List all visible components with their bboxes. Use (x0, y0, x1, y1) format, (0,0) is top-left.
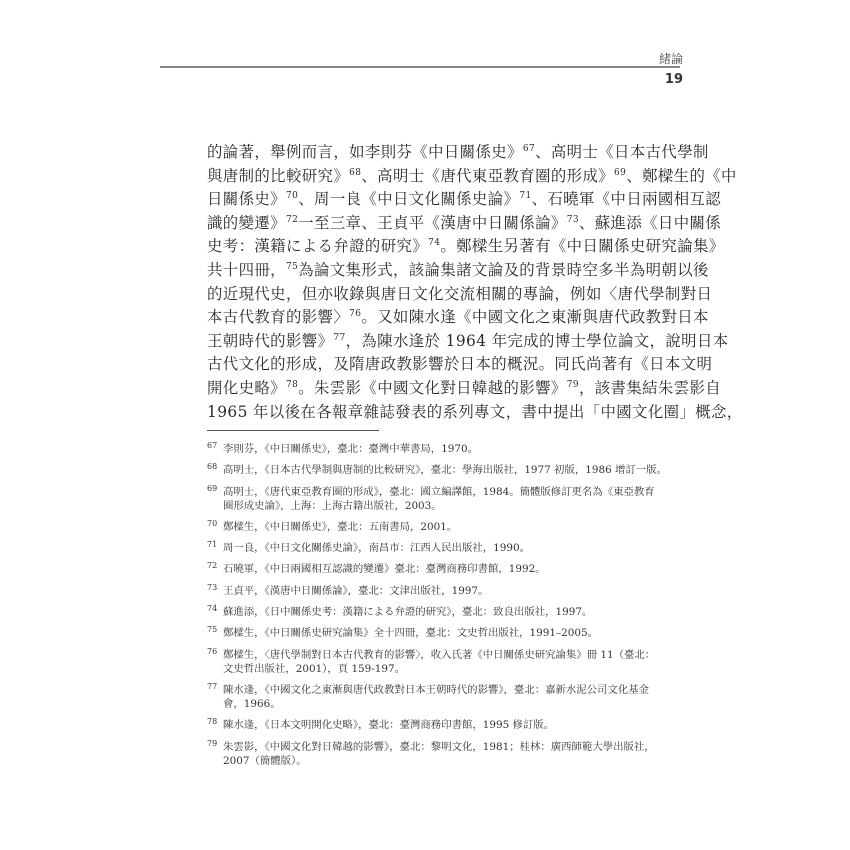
text: 、蘇進添《日中關係 (578, 213, 722, 232)
text: 的近現代史，但亦收錄與唐日文化交流相關的專論，例如〈唐代學制對日 (207, 284, 713, 303)
footnote-75 (207, 626, 691, 640)
footnote-71 (207, 541, 691, 555)
footnote-number: 75 (207, 625, 218, 635)
footnote-ref[interactable]: 70 (285, 191, 299, 202)
footnote-68 (207, 463, 691, 477)
text: ，該書集結朱雲影自 (578, 378, 722, 397)
body-line (207, 212, 722, 236)
footnote-number: 72 (207, 561, 218, 571)
footnote-text: 鄭樑生，〈唐代學制對日本古代教育的影響〉，收入氏著《中日關係史研究論集》冊 11（臺北： (223, 648, 656, 661)
body-line (207, 401, 743, 425)
footnote-text: 陳水逢，《日本文明開化史略》，臺北：臺灣商務印書館，1995 修訂版。 (223, 719, 555, 732)
text: 本古代教育的影響〉 (207, 308, 350, 327)
text: 一至三章、王貞平《漢唐中日關係論》 (298, 213, 567, 232)
body-line (207, 259, 709, 283)
text: 與唐制的比較研究》 (207, 166, 350, 185)
text: 日關係史》 (207, 190, 286, 209)
footnote-69 (207, 485, 691, 513)
footnote-ref[interactable]: 76 (349, 309, 362, 320)
footnote-text: 鄭樑生，《中日關係史研究論集》全十四冊，臺北：文史哲出版社，1991–2005。 (223, 627, 598, 640)
footnotes (207, 442, 691, 775)
text: 。鄭樑生另著有《中日關係史研究論集》 (440, 237, 725, 256)
footnote-ref[interactable]: 72 (285, 214, 299, 225)
running-header-title: 緒論 (658, 52, 683, 66)
text: 古代文化的形成，及隋唐政教影響於日本的概況。同氏尚著有《日本文明 (207, 355, 713, 374)
footnote-ref[interactable]: 67 (522, 144, 536, 154)
footnote-text: 陳水逢，《中國文化之東漸與唐代政教對日本王朝時代的影響》，臺北：嘉新水泥公司文化基金 (223, 683, 650, 696)
footnote-number: 69 (207, 483, 218, 493)
page-number: 19 (664, 72, 683, 87)
body-line (207, 330, 729, 354)
text: 史考：漢籍による弁證的研究》 (207, 237, 429, 256)
footnote-ref[interactable]: 75 (285, 261, 299, 272)
footnote-number: 79 (207, 738, 218, 748)
text: 、高明士《日本古代學制 (535, 143, 709, 161)
footnote-text-cont: 圈形成史論》，上海：上海古籍出版社，2003。 (223, 499, 442, 512)
footnote-text: 周一良，《中日文化關係史論》，南昌市：江西人民出版社，1990。 (223, 542, 530, 555)
body-line (207, 306, 709, 330)
body-text (207, 141, 743, 424)
body-line (207, 141, 709, 165)
footnote-ref[interactable]: 73 (566, 214, 579, 225)
body-line (207, 283, 713, 307)
text: 1965 年以後在各報章雜誌發表的系列專文，書中提出「中國文化圈」概念， (207, 402, 743, 421)
text: 的論著，舉例而言，如李則芬《中日關係史》 (207, 143, 523, 161)
footnote-79 (207, 740, 691, 768)
footnote-text: 高明士，《日本古代學制與唐制的比較研究》，臺北：學海出版社，1977 初版，1986 增訂一版。 (223, 464, 667, 477)
footnote-73 (207, 584, 691, 598)
footnote-76 (207, 648, 691, 676)
footnote-text-cont: 會，1966。 (223, 697, 281, 710)
footnote-ref[interactable]: 79 (566, 379, 579, 390)
body-line (207, 377, 722, 401)
text: 、周一良《中日文化關係史論》 (298, 190, 520, 209)
footnote-text: 石曉軍，《中日兩國相互認識的變遷》臺北：臺灣商務印書館，1992。 (223, 563, 546, 576)
footnote-ref[interactable]: 68 (349, 167, 362, 178)
text: 為論文集形式，該論集諸文論及的背景時空多半為明朝以後 (298, 260, 709, 279)
footnote-text: 朱雲影，《中國文化對日韓越的影響》，臺北：黎明文化，1981；桂林：廣西師範大學出版社， (223, 740, 655, 753)
footnote-text: 鄭樑生，《中日關係史》，臺北：五南書局，2001。 (223, 520, 458, 533)
footnote-74 (207, 605, 691, 619)
text: 、高明士《唐代東亞教育圈的形成》 (361, 166, 615, 185)
text: 識的變遷》 (207, 213, 286, 232)
footnote-text-cont: 2007（簡體版）。 (223, 754, 307, 767)
footnote-ref[interactable]: 74 (428, 238, 441, 249)
footnote-number: 70 (207, 518, 218, 528)
footnote-text: 高明士，《唐代東亞教育圈的形成》，臺北：國立編譯館，1984。簡體版修訂更名為《東亞教育 (223, 485, 655, 498)
footnote-78 (207, 718, 691, 732)
header-rule (160, 66, 680, 68)
footnote-ref[interactable]: 69 (614, 167, 627, 178)
footnote-text: 李則芬，《中日關係史》，臺北：臺灣中華書局，1970。 (223, 443, 479, 455)
footnote-text: 蘇進添，《日中關係史考：漢籍による弁證的研究》，臺北：致良出版社，1997。 (223, 606, 593, 619)
footnote-70 (207, 520, 691, 534)
body-line (207, 235, 725, 259)
footnote-67 (207, 442, 691, 456)
body-line (207, 353, 713, 377)
footnote-separator (207, 430, 379, 431)
text: 、鄭樑生的《中 (626, 166, 737, 185)
text: 王朝時代的影響》 (207, 331, 334, 350)
footnote-number: 71 (207, 540, 218, 550)
footnote-number: 73 (207, 582, 218, 592)
footnote-text-cont: 文史哲出版社，2001），頁 159-197。 (223, 662, 406, 675)
footnote-text: 王貞平，《漢唐中日關係論》，臺北：文津出版社，1997。 (223, 584, 489, 597)
footnote-ref[interactable]: 71 (519, 191, 532, 202)
footnote-ref[interactable]: 77 (333, 332, 346, 343)
text: 共十四冊， (207, 260, 286, 279)
footnote-77 (207, 683, 691, 711)
body-line (207, 165, 737, 189)
footnote-ref[interactable]: 78 (285, 379, 299, 390)
footnote-number: 67 (207, 441, 218, 450)
footnote-number: 76 (207, 646, 218, 656)
footnote-number: 74 (207, 604, 218, 614)
text: ，為陳水逢於 1964 年完成的博士學位論文，說明日本 (345, 331, 729, 350)
text: 。朱雲影《中國文化對日韓越的影響》 (298, 378, 567, 397)
text: 。又如陳水逢《中國文化之東漸與唐代政教對日本 (361, 308, 709, 327)
footnote-72 (207, 562, 691, 576)
footnote-number: 68 (207, 462, 218, 472)
footnote-number: 77 (207, 681, 218, 691)
body-line (207, 188, 722, 212)
text: 開化史略》 (207, 378, 286, 397)
text: 、石曉軍《中日兩國相互認 (531, 190, 722, 209)
footnote-number: 78 (207, 717, 218, 727)
